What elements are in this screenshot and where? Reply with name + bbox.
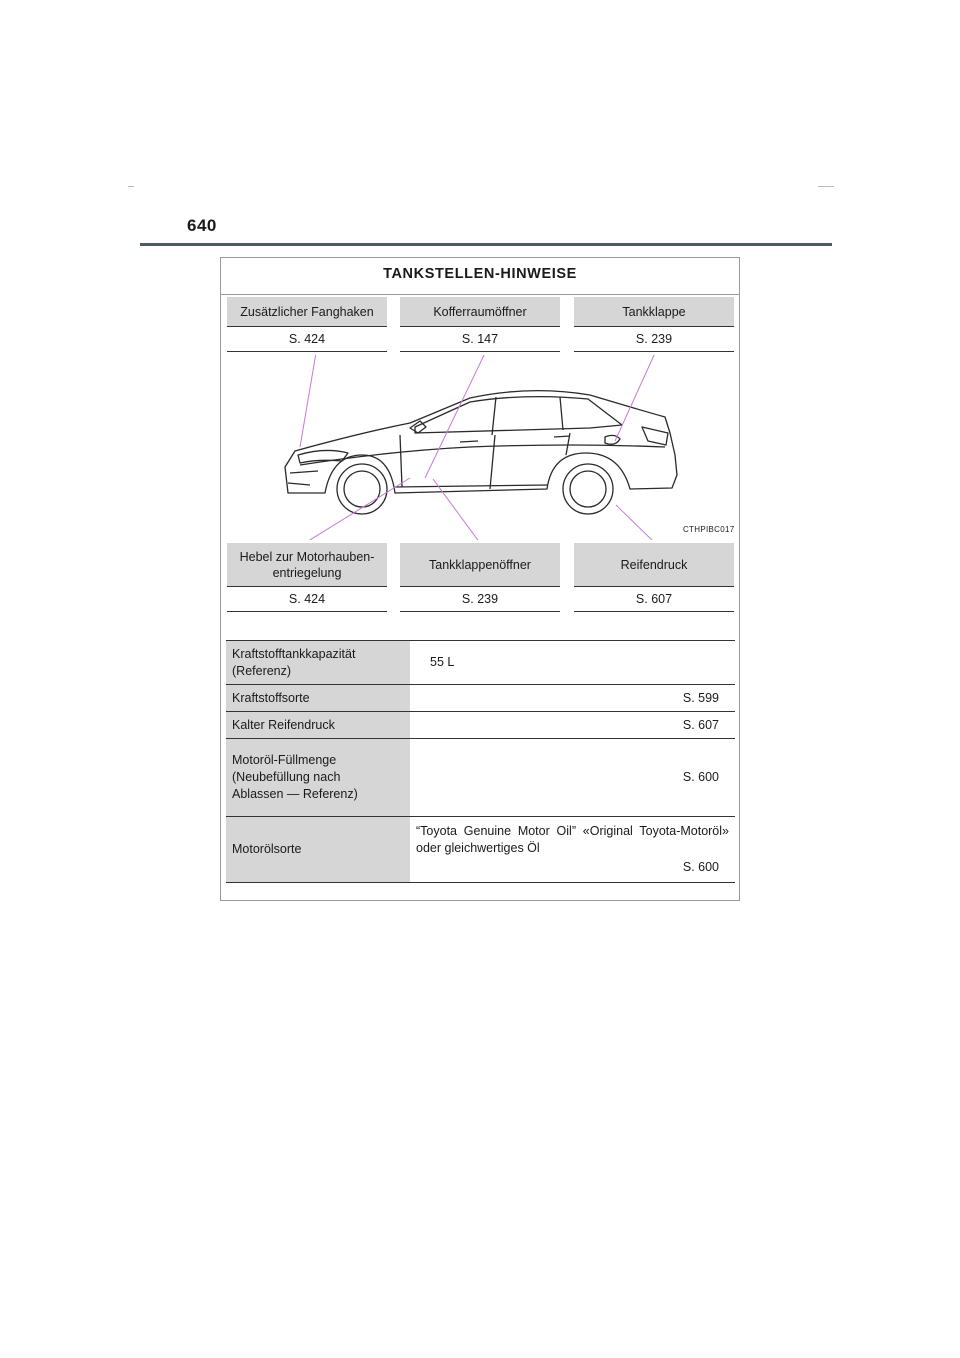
callout-ref: S. 239: [400, 587, 560, 612]
leader-line-hook: [300, 355, 316, 447]
callout-label: Tankklappe: [574, 297, 734, 327]
callout-label: Hebel zur Motorhauben-entriegelung: [227, 543, 387, 587]
table-row: [226, 739, 735, 817]
callout-hook: [227, 297, 387, 352]
callout-ref: S. 424: [227, 587, 387, 612]
callout-ref: S. 607: [574, 587, 734, 612]
table-row: [226, 641, 735, 685]
spec-label: Motorölsorte: [226, 817, 410, 883]
table-row: [226, 712, 735, 739]
spec-ref: S. 599: [410, 685, 735, 712]
table-row: [226, 817, 735, 883]
crop-mark-right: [818, 186, 834, 187]
crop-mark-left: [128, 186, 134, 187]
car-door-line-front: [400, 435, 402, 487]
spec-ref: S. 607: [410, 712, 735, 739]
table-row: [226, 685, 735, 712]
header-rule: [140, 243, 832, 246]
callout-label: Reifendruck: [574, 543, 734, 587]
callout-fuel-door: [574, 297, 734, 352]
callout-label: Tankklappenöffner: [400, 543, 560, 587]
car-pillar: [560, 397, 563, 430]
spec-label: Motoröl-Füllmenge (Neubefüllung nach Ablassen — Referenz): [226, 739, 410, 817]
spec-value: “Toyota Genuine Motor Oil” «Original Toyota-Motoröl» oder gleichwertiges Öl: [416, 824, 729, 855]
leader-line-fuel-opener: [433, 479, 480, 540]
title-divider: [221, 294, 739, 295]
car-door-line-mid: [490, 435, 495, 489]
spec-value: 55 L: [410, 641, 735, 685]
car-illustration: [270, 355, 740, 540]
car-sill: [395, 485, 548, 487]
callout-hood-release: [227, 543, 387, 612]
callout-trunk-opener: [400, 297, 560, 352]
car-front-bumper: [288, 471, 318, 485]
spec-label: Kraftstoffsorte: [226, 685, 410, 712]
leader-line-tire: [616, 505, 655, 540]
callout-ref: S. 239: [574, 327, 734, 352]
spec-label: Kalter Reifendruck: [226, 712, 410, 739]
car-door-handle-rear: [554, 436, 570, 437]
callout-tire-pressure: [574, 543, 734, 612]
car-tail-light: [642, 427, 668, 445]
spec-ref: S. 600: [682, 860, 719, 874]
callout-ref: S. 147: [400, 327, 560, 352]
figure-code: CTHPIBC017: [683, 525, 735, 534]
car-fuel-door: [605, 435, 620, 444]
callout-fuel-door-opener: [400, 543, 560, 612]
car-door-handle-front: [460, 441, 478, 442]
callout-label: Zusätzlicher Fanghaken: [227, 297, 387, 327]
page-number: 640: [187, 216, 217, 235]
callout-ref: S. 424: [227, 327, 387, 352]
section-title: TANKSTELLEN-HINWEISE: [383, 266, 577, 282]
spec-ref: S. 600: [410, 739, 735, 817]
car-window: [415, 397, 622, 433]
callout-label: Kofferraumöffner: [400, 297, 560, 327]
car-window-divider: [492, 397, 496, 435]
leader-line-trunk-opener: [425, 355, 485, 478]
spec-table: [226, 640, 735, 883]
spec-label: Kraftstofftankkapazität (Referenz): [226, 641, 410, 685]
